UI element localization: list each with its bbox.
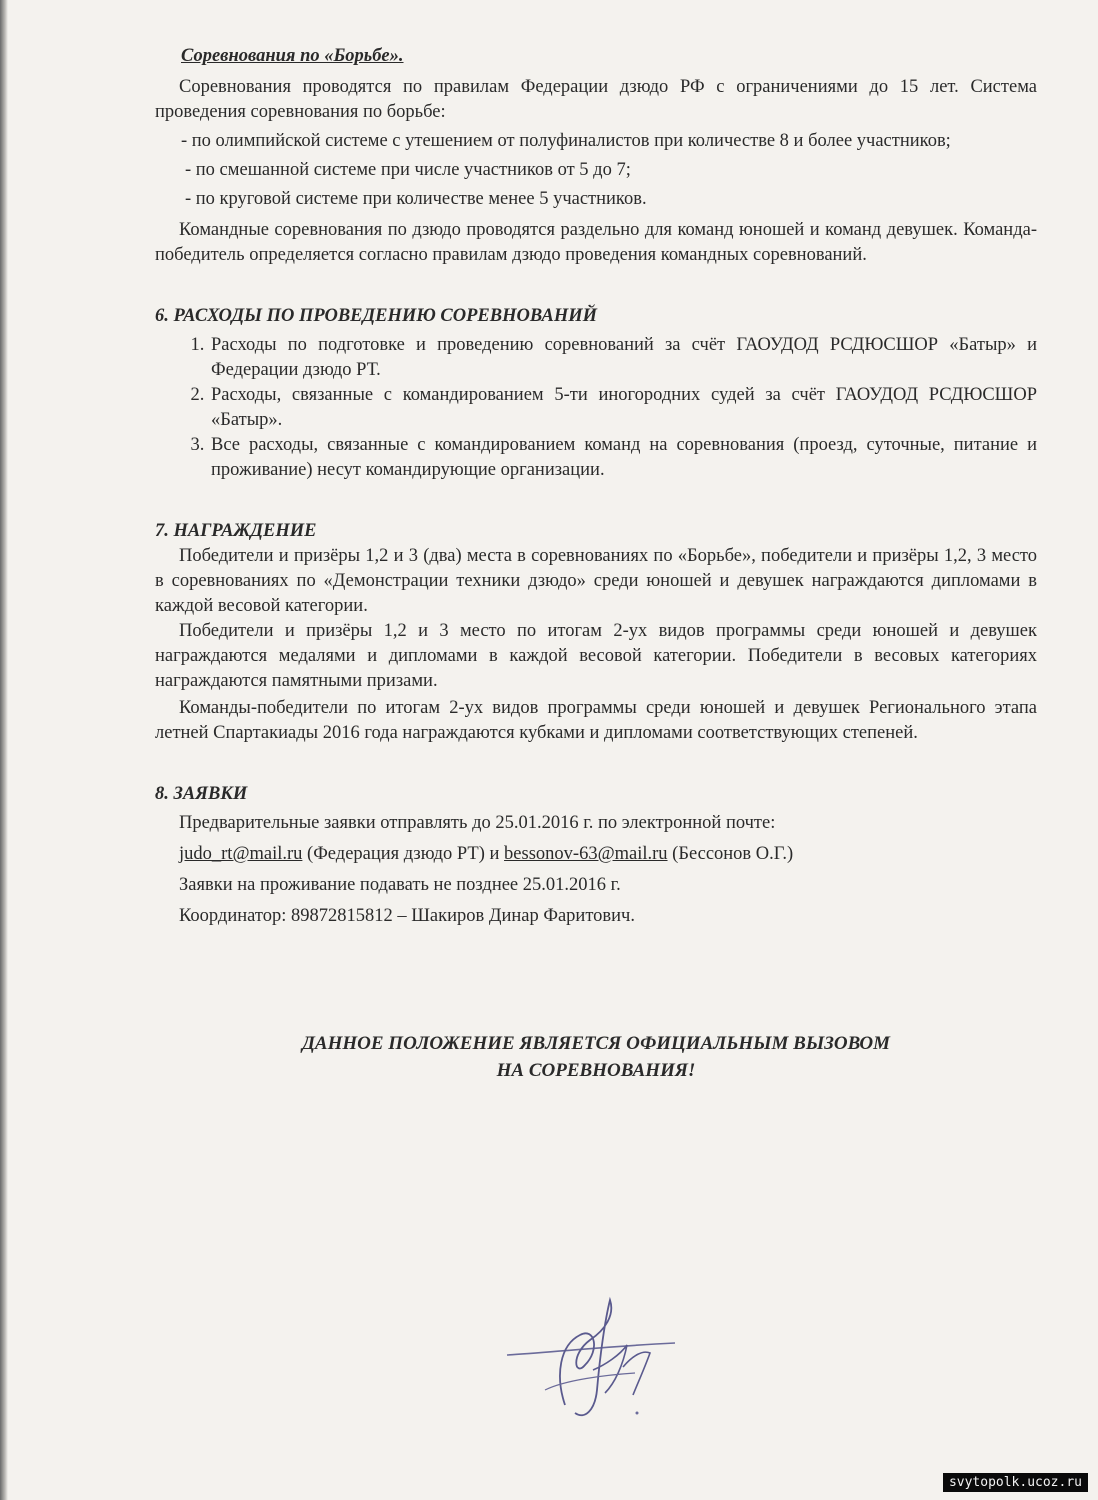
official-call-notice (155, 1030, 1037, 1084)
accommodation-deadline: Заявки на проживание подавать не позднее 25.01.2016 г. (179, 875, 621, 895)
email-line (179, 842, 1037, 867)
section-6-item: 1. Расходы по подготовке и проведению соревнований за счёт ГАОУДОД РСДЮСШОР «Батыр» и Федерации дзюдо РТ. (209, 333, 1037, 383)
section-6-item: 2. Расходы, связанные с командированием 5-ти иногородних судей за счёт ГАОУДОД РСДЮСШОР «Батыр». (209, 383, 1037, 433)
email-note-federation: (Федерация дзюдо РТ) и (302, 844, 505, 864)
section-7-paragraph: Победители и призёры 1,2 и 3 (два) места в соревнованиях по «Борьбе», победители и призёры 1,2, 3 место в соревнованиях по «Демонстрации техники дзюдо» среди юношей и девушек награждаются дипломами в каждой весовой категории. (155, 546, 1037, 616)
email-note-bessonov: (Бессонов О.Г.) (667, 844, 794, 864)
wrestling-bullet-1: - по олимпийской системе с утешением от полуфиналистов при количестве 8 и более участников; (181, 131, 951, 151)
section-6-item: 3. Все расходы, связанные с командированием команд на соревнования (проезд, суточные, питание и проживание) несут командирующие организации. (209, 433, 1037, 483)
email-link-federation[interactable]: judo_rt@mail.ru (179, 844, 303, 864)
section-6-list (155, 333, 1037, 483)
wrestling-heading: Соревнования по «Борьбе». (181, 46, 404, 66)
section-7-paragraph: Победители и призёры 1,2 и 3 место по итогам 2-ух видов программы среди юношей и девушек награждаются медалями и дипломами в каждой весовой категории. Победители в весовых категориях награждаются памятными призами. (155, 621, 1037, 691)
wrestling-bullet-2: - по смешанной системе при числе участников от 5 до 7; (185, 160, 631, 180)
wrestling-paragraph-2: Командные соревнования по дзюдо проводятся раздельно для команд юношей и команд девушек. Команда-победитель определяется согласно правилам дзюдо проведения командных соревнований. (155, 220, 1037, 265)
section-6-heading: 6. РАСХОДЫ ПО ПРОВЕДЕНИЮ СОРЕВНОВАНИЙ (155, 306, 597, 326)
coordinator-line: Координатор: 89872815812 – Шакиров Динар Фаритович. (179, 906, 635, 926)
official-call-line-1: ДАННОЕ ПОЛОЖЕНИЕ ЯВЛЯЕТСЯ ОФИЦИАЛЬНЫМ ВЫЗОВОМ (301, 1033, 891, 1054)
signature-image (505, 1295, 680, 1445)
document-body (155, 44, 1037, 929)
applications-deadline: Предварительные заявки отправлять до 25.01.2016 г. по электронной почте: (179, 813, 776, 833)
official-call-line-2: НА СОРЕВНОВАНИЯ! (496, 1060, 696, 1081)
site-watermark: svytopolk.ucoz.ru (943, 1473, 1088, 1492)
section-7-heading: 7. НАГРАЖДЕНИЕ (155, 521, 317, 541)
section-8-heading: 8. ЗАЯВКИ (155, 784, 248, 804)
section-7-paragraph: Команды-победители по итогам 2-ух видов программы среди юношей и девушек Регионального этапа летней Спартакиады 2016 года награждаются кубками и дипломами соответствующих степеней. (155, 698, 1037, 743)
wrestling-bullet-3: - по круговой системе при количестве менее 5 участников. (185, 189, 647, 209)
scan-edge (0, 0, 8, 1500)
wrestling-paragraph-1: Соревнования проводятся по правилам Федерации дзюдо РФ с ограничениями до 15 лет. Система проведения соревнования по борьбе: (155, 77, 1037, 122)
email-link-bessonov[interactable]: bessonov-63@mail.ru (504, 844, 668, 864)
